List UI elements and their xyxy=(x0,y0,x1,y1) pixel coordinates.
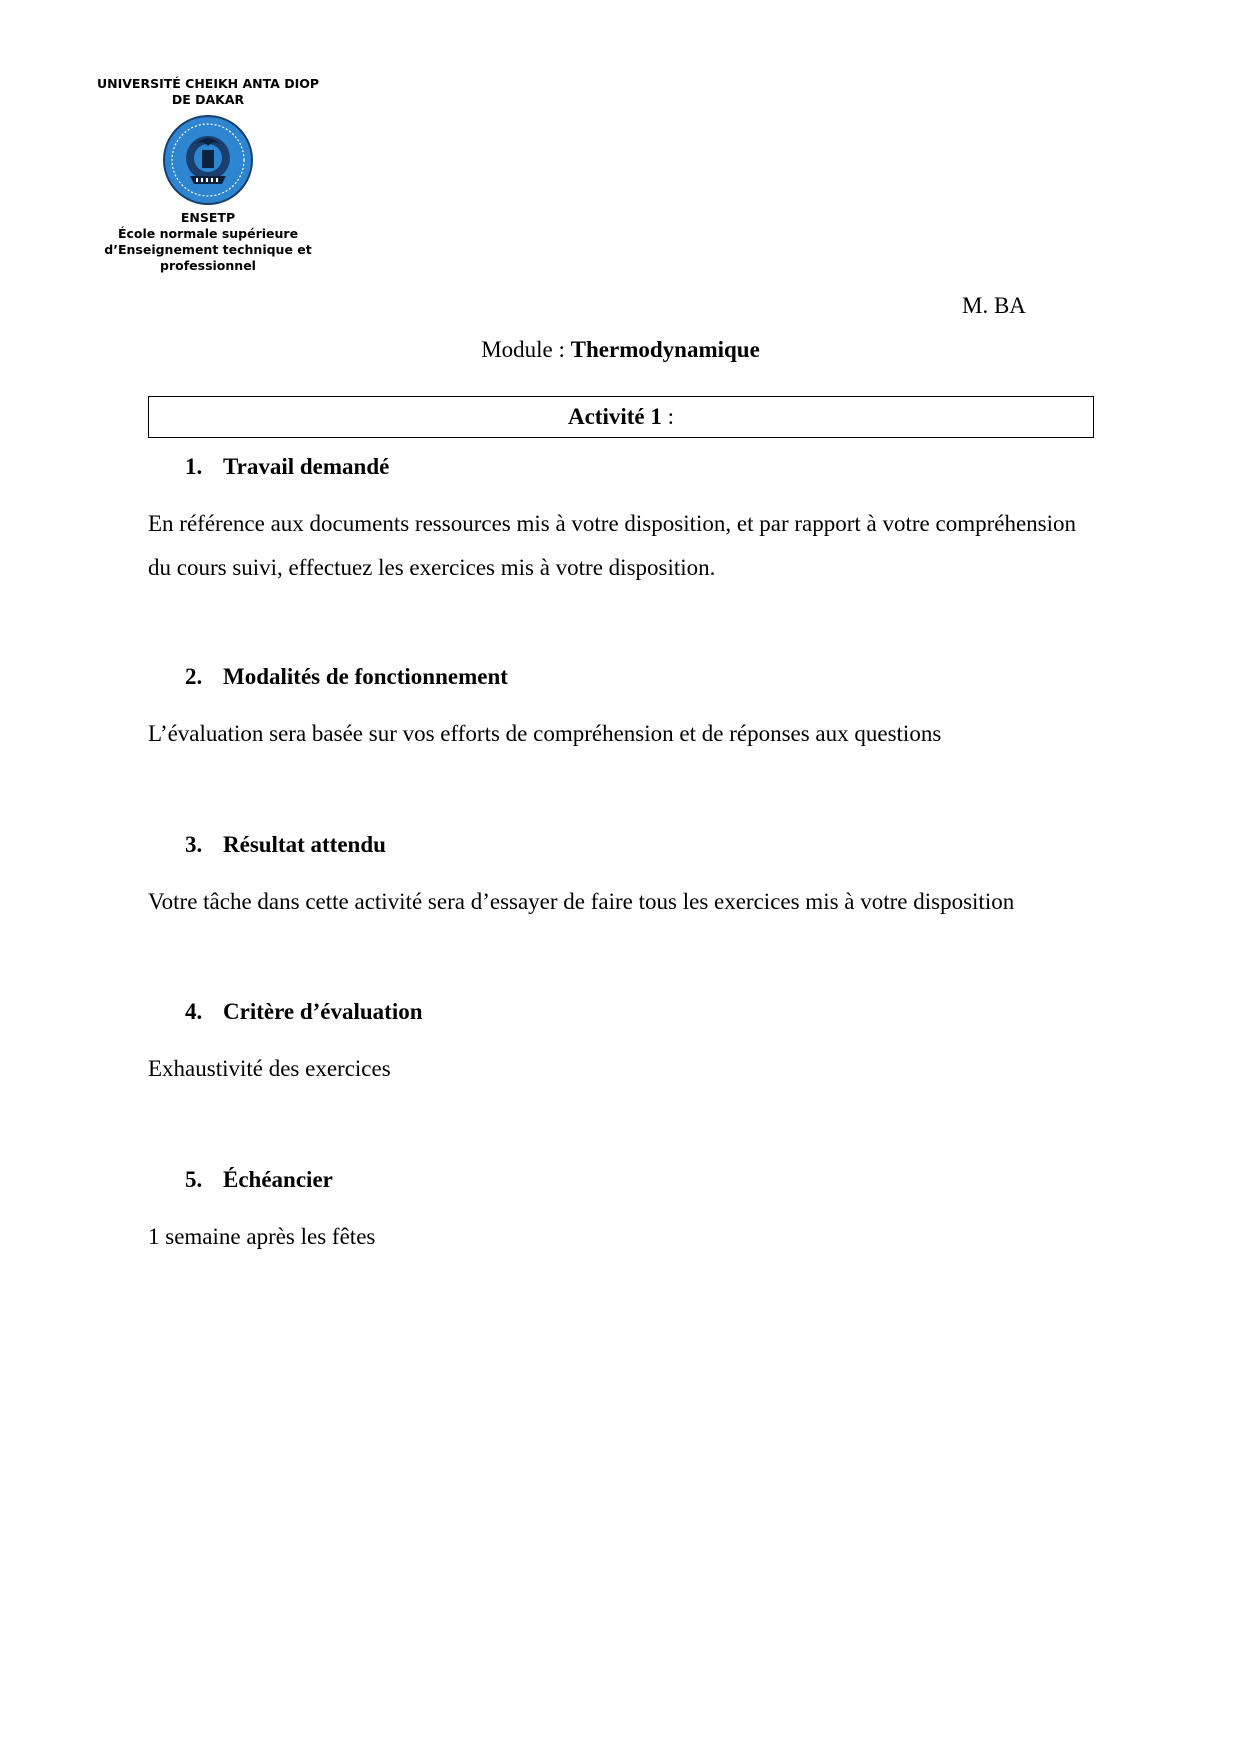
university-name-line1: UNIVERSITÉ CHEIKH ANTA DIOP xyxy=(96,76,320,91)
section-body-2: L’évaluation sera basée sur vos efforts de compréhension et de réponses aux questions xyxy=(148,721,942,746)
activity-title: Activité 1 xyxy=(567,404,662,429)
school-name-line3: professionnel xyxy=(160,258,256,273)
university-seal-logo xyxy=(162,114,254,206)
section-body-3: Votre tâche dans cette activité sera d’essayer de faire tous les exercices mis à votre disposition xyxy=(148,889,1015,914)
section-heading-1 xyxy=(185,454,389,480)
school-acronym: ENSETP xyxy=(180,210,236,225)
section-heading-4 xyxy=(185,999,423,1025)
section-number: 4. xyxy=(185,999,203,1024)
section-body-1: En référence aux documents ressources mis à votre disposition, et par rapport à votre compréhension du cours suivi, effectuez les exercices mis à votre disposition. xyxy=(148,511,1076,580)
school-name-line2: d’Enseignement technique et xyxy=(104,242,312,257)
section-number: 5. xyxy=(185,1167,203,1192)
letterhead xyxy=(90,76,326,274)
module-title xyxy=(0,337,1241,363)
module-label: Module : xyxy=(481,337,571,362)
activity-suffix: : xyxy=(661,404,675,429)
school-name-line1: École normale supérieure xyxy=(117,226,299,241)
section-body-5: 1 semaine après les fêtes xyxy=(148,1224,376,1249)
module-name: Thermodynamique xyxy=(570,337,760,362)
section-body-4: Exhaustivité des exercices xyxy=(148,1056,391,1081)
section-heading-3 xyxy=(185,832,386,858)
university-name-line2: DE DAKAR xyxy=(171,92,245,107)
section-number: 3. xyxy=(185,832,203,857)
section-title: Critère d’évaluation xyxy=(223,999,423,1024)
activity-title-box xyxy=(148,396,1094,438)
section-title: Échéancier xyxy=(223,1167,333,1192)
section-title: Modalités de fonctionnement xyxy=(223,664,508,689)
author-name: M. BA xyxy=(962,293,1026,318)
section-number: 1. xyxy=(185,454,203,479)
section-title: Résultat attendu xyxy=(223,832,386,857)
section-heading-2 xyxy=(185,664,508,690)
section-title: Travail demandé xyxy=(223,454,390,479)
section-number: 2. xyxy=(185,664,203,689)
section-heading-5 xyxy=(185,1167,333,1193)
